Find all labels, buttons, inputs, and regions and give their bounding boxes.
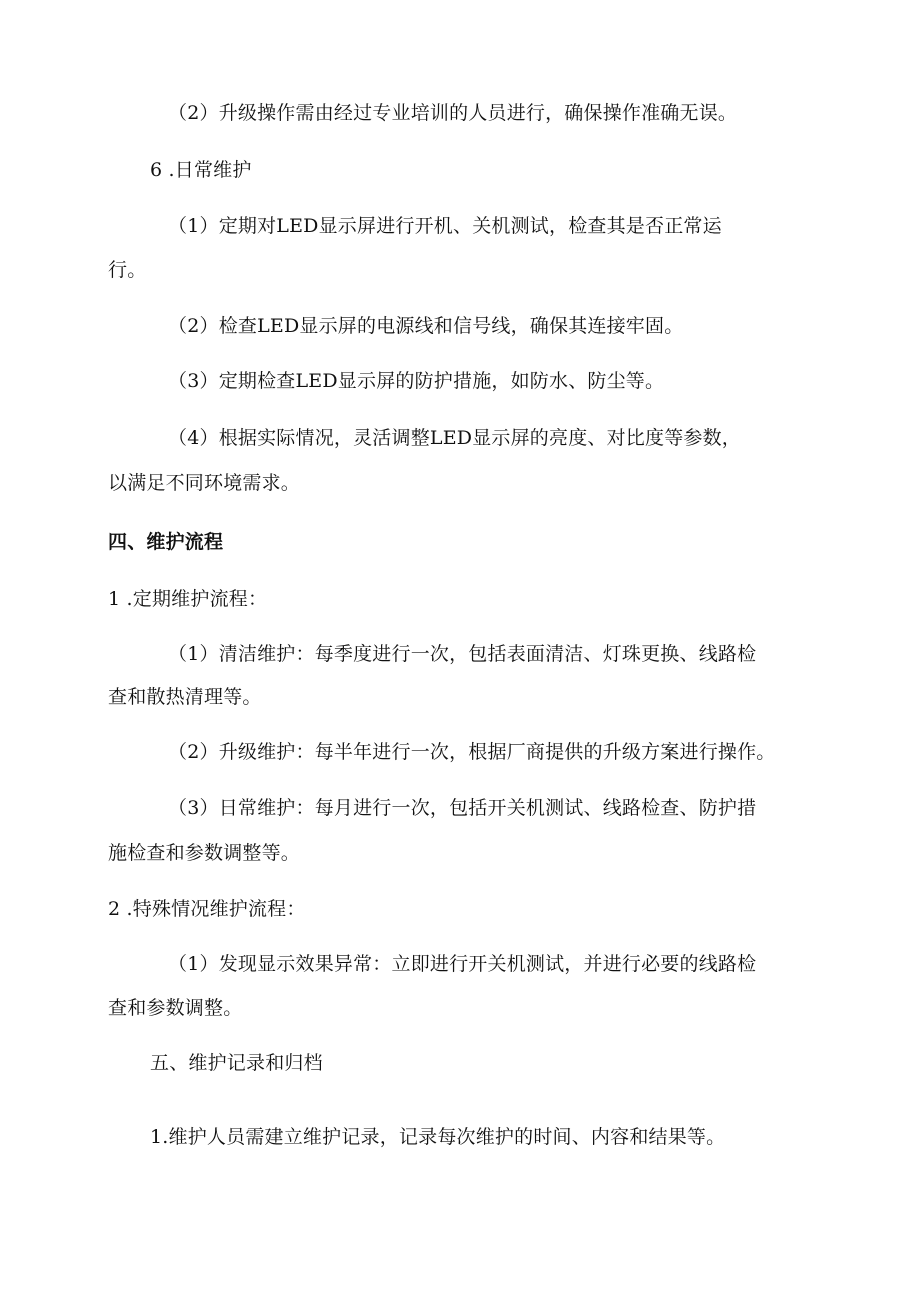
paragraph-daily-process: （3）日常维护：每月进行一次，包括开关机测试、线路检查、防护措 xyxy=(168,797,757,819)
paragraph-protection-check: （3）定期检查LED显示屏的防护措施，如防水、防尘等。 xyxy=(168,370,665,392)
heading-maintenance-process: 四、维护流程 xyxy=(108,531,224,553)
paragraph-adjust-params-cont: 以满足不同环境需求。 xyxy=(108,472,301,494)
paragraph-cable-check: （2）检查LED显示屏的电源线和信号线，确保其连接牢固。 xyxy=(168,315,684,337)
paragraph-abnormal-display: （1）发现显示效果异常：立即进行开关机测试，并进行必要的线路检 xyxy=(168,953,757,975)
section-heading-daily-maintenance: 6 .日常维护 xyxy=(150,159,252,181)
subheading-regular-process: 1 .定期维护流程： xyxy=(108,588,268,610)
paragraph-adjust-params: （4）根据实际情况，灵活调整LED显示屏的亮度、对比度等参数， xyxy=(168,427,742,449)
paragraph-upgrade-maintenance: （2）升级维护：每半年进行一次，根据厂商提供的升级方案进行操作。 xyxy=(168,741,776,763)
paragraph-power-test-cont: 行。 xyxy=(108,259,147,281)
paragraph-power-test: （1）定期对LED显示屏进行开机、关机测试，检查其是否正常运 xyxy=(168,215,722,237)
subheading-special-process: 2 .特殊情况维护流程： xyxy=(108,898,306,920)
paragraph-cleaning: （1）清洁维护：每季度进行一次，包括表面清洁、灯珠更换、线路检 xyxy=(168,643,757,665)
paragraph-maintenance-records: 1.维护人员需建立维护记录，记录每次维护的时间、内容和结果等。 xyxy=(150,1126,726,1148)
paragraph-daily-process-cont: 施检查和参数调整等。 xyxy=(108,842,301,864)
paragraph-cleaning-cont: 查和散热清理等。 xyxy=(108,686,262,708)
paragraph-abnormal-display-cont: 查和参数调整。 xyxy=(108,997,243,1019)
paragraph-upgrade-operator: （2）升级操作需由经过专业培训的人员进行，确保操作准确无误。 xyxy=(168,102,738,124)
heading-records-archive: 五、维护记录和归档 xyxy=(150,1052,323,1074)
